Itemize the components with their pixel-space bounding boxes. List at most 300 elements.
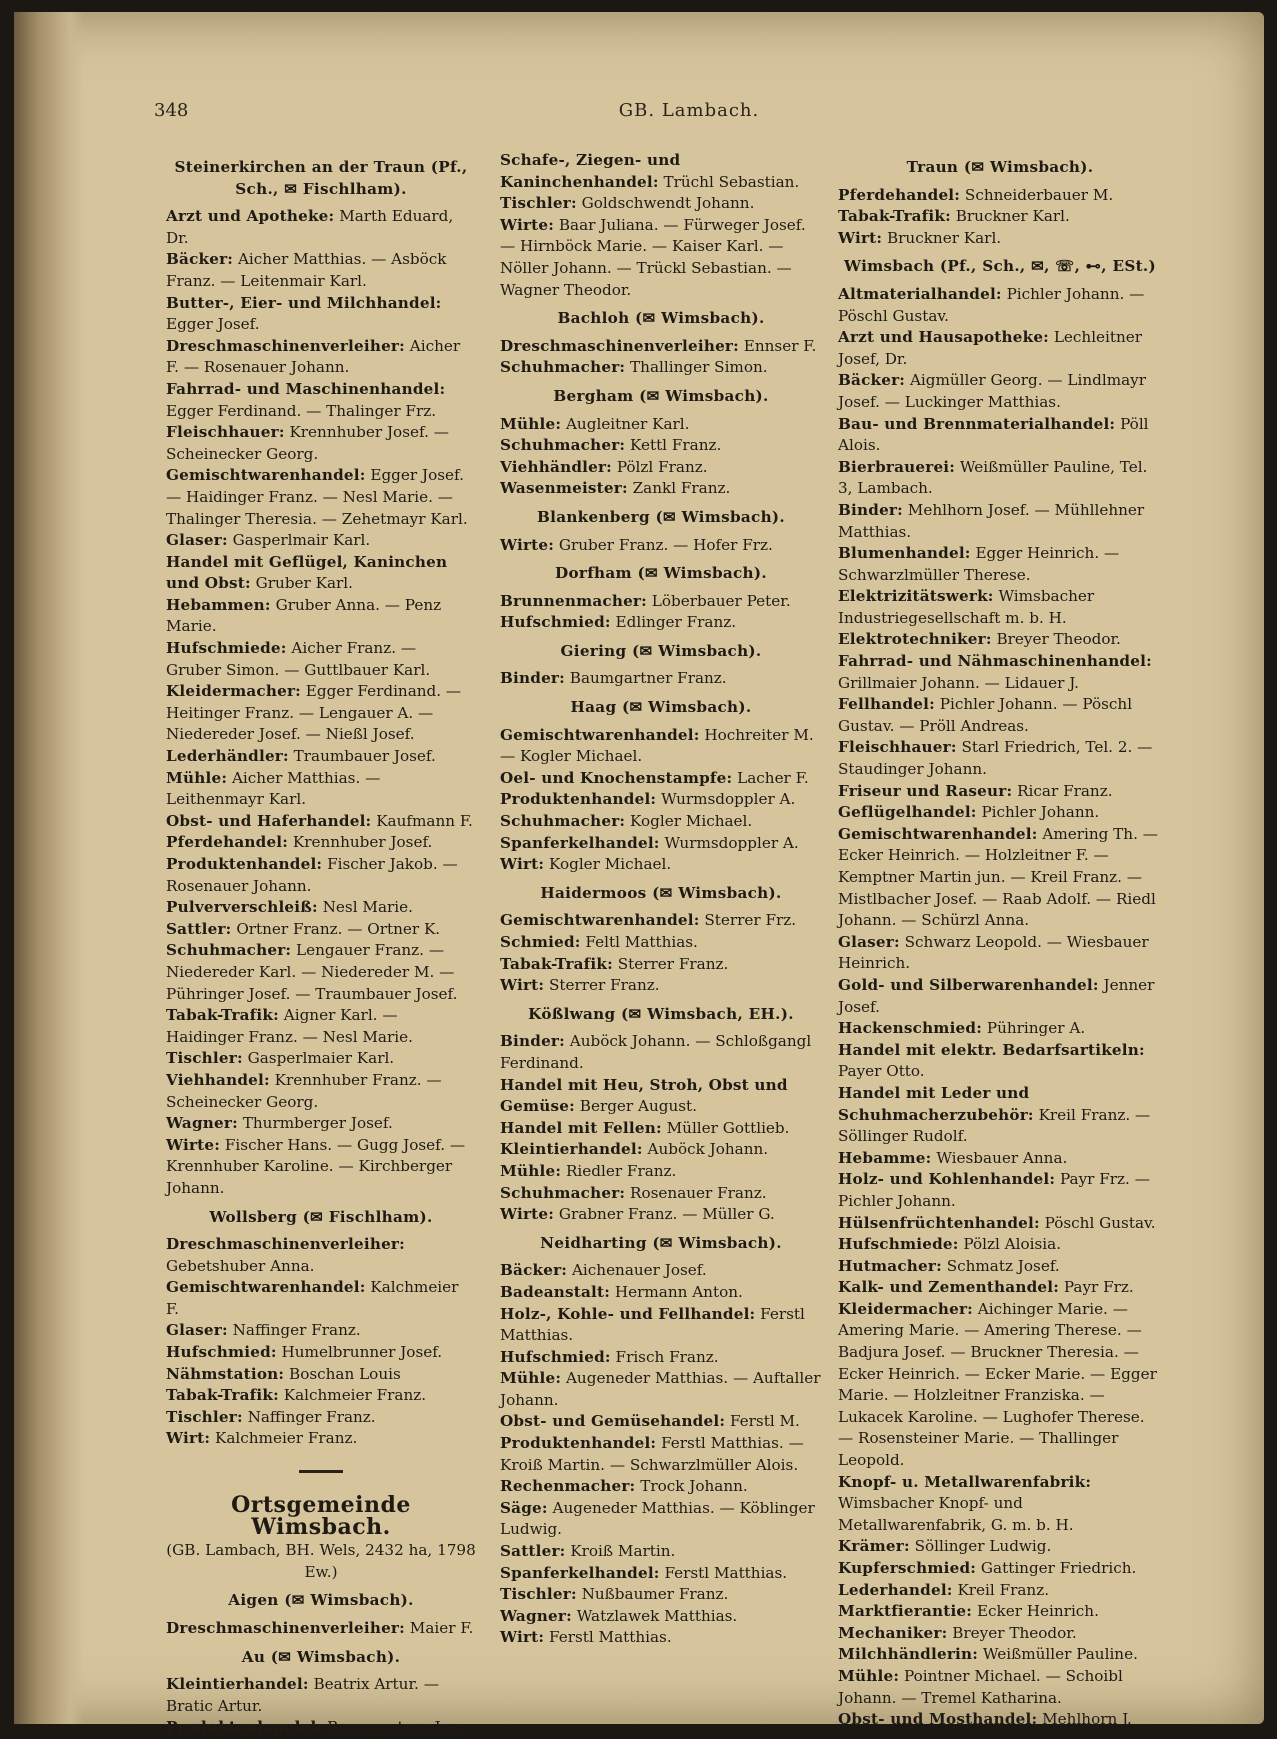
entry-names: Söllinger Ludwig. xyxy=(914,1537,1052,1556)
trade-label: Produktenhandel: xyxy=(166,1718,323,1737)
directory-entry xyxy=(166,681,476,746)
directory-entry xyxy=(166,919,476,941)
directory-entry xyxy=(500,1139,822,1161)
entry-names: Baumgartner Jos. xyxy=(327,1718,463,1737)
trade-label: Handel mit Heu, Stroh, Obst und Gemüse: xyxy=(500,1075,788,1116)
trade-label: Kleidermacher: xyxy=(166,682,301,701)
trade-label: Mechaniker: xyxy=(838,1623,948,1642)
trade-label: Sattler: xyxy=(166,919,232,938)
trade-label: Mühle: xyxy=(500,414,562,433)
directory-entry xyxy=(500,1031,822,1074)
entry-names: Wimsbacher Industriegesellschaft m. b. H. xyxy=(838,587,1095,627)
trade-label: Pulververschleiß: xyxy=(166,898,318,917)
directory-entry xyxy=(166,940,476,1005)
entry-names: Nußbaumer Franz. xyxy=(581,1585,729,1604)
trade-label: Wirt: xyxy=(500,855,545,874)
entry-names: Pölzl Franz. xyxy=(616,457,708,476)
directory-entry xyxy=(500,1204,822,1226)
entry-names: Ferstl Matthias. — Kroiß Martin. — Schwarzlmüller Alois. xyxy=(500,1434,804,1474)
directory-entry xyxy=(500,854,822,876)
entry-names: Bruckner Karl. xyxy=(955,207,1070,226)
entry-names: Edlinger Franz. xyxy=(615,613,737,632)
directory-entry xyxy=(838,1580,1162,1602)
trade-label: Bäcker: xyxy=(166,250,234,269)
trade-label: Tischler: xyxy=(166,1049,243,1068)
directory-entry xyxy=(500,1541,822,1563)
directory-entry xyxy=(500,1411,822,1433)
directory-entry xyxy=(500,1118,822,1140)
trade-label: Tabak-Trafik: xyxy=(500,954,613,973)
directory-entry xyxy=(166,293,476,336)
directory-entry xyxy=(838,457,1162,500)
trade-label: Glaser: xyxy=(166,531,228,550)
directory-entry xyxy=(500,833,822,855)
entry-names: Aicher Matthias. — Leithenmayr Karl. xyxy=(166,768,381,809)
directory-entry xyxy=(838,932,1162,975)
book-page xyxy=(14,12,1264,1737)
place-heading: Steinerkirchen an der Traun (Pf., Sch., ✉ Fischlham). xyxy=(174,158,468,198)
entry-names: Kreil Franz. xyxy=(957,1580,1050,1599)
directory-entry xyxy=(838,543,1162,586)
trade-label: Geflügelhandel: xyxy=(838,803,977,822)
entry-names: Gruber Karl. xyxy=(255,574,353,593)
entry-names: Auböck Johann. xyxy=(647,1140,769,1159)
directory-entry xyxy=(838,185,1162,207)
entry-names: Humelbrunner Josef. xyxy=(281,1343,443,1362)
trade-label: Hufschmiede: xyxy=(838,1235,959,1254)
entry-names: Rosenauer Franz. xyxy=(630,1183,767,1202)
trade-label: Tischler: xyxy=(500,194,577,213)
directory-entry xyxy=(838,327,1162,370)
trade-label: Wirt: xyxy=(166,1429,211,1448)
trade-label: Obst- und Gemüsehandel: xyxy=(500,1412,726,1431)
trade-label: Handel mit Geflügel, Kaninchen und Obst: xyxy=(166,552,448,593)
entry-names: Pichler Johann. — Pöschl Gustav. xyxy=(838,284,1145,325)
trade-label: Binder: xyxy=(500,1032,565,1051)
trade-label: Fleischhauer: xyxy=(838,738,957,757)
trade-label: Spanferkelhandel: xyxy=(500,833,660,852)
trade-label: Sattler: xyxy=(500,1542,566,1561)
entry-names: Egger Josef. xyxy=(166,315,260,334)
entry-names: Nesl Marie. xyxy=(322,898,413,917)
directory-entry xyxy=(166,1320,476,1342)
entry-names: Ennser F. xyxy=(743,336,817,355)
trade-label: Bau- und Brennmaterialhandel: xyxy=(838,414,1116,433)
trade-label: Kupferschmied: xyxy=(838,1559,977,1577)
entry-names: Hochreiter M. — Kogler Michael. xyxy=(500,725,814,766)
entry-names: Augeneder Matthias. — Köblinger Ludwig. xyxy=(500,1498,815,1539)
entry-names: Mehlhorn J. xyxy=(1042,1710,1132,1729)
trade-label: Gemischtwarenhandel: xyxy=(500,911,700,930)
trade-label: Schuhmacher: xyxy=(500,358,626,377)
directory-entry xyxy=(838,781,1162,803)
entry-names: Augleitner Karl. xyxy=(565,414,690,433)
directory-entry xyxy=(500,1075,822,1118)
trade-label: Arzt und Hausapotheke: xyxy=(838,328,1049,347)
trade-label: Gemischtwarenhandel: xyxy=(166,466,366,485)
directory-entry xyxy=(500,215,822,301)
entry-names: Jenner Josef. xyxy=(838,975,1155,1016)
trade-label: Elektrotechniker: xyxy=(838,630,992,649)
entry-names: Egger Heinrich. — Schwarzlmüller Therese. xyxy=(838,544,1120,584)
entry-names: Goldschwendt Johann. xyxy=(581,194,755,213)
entry-names: Beatrix Artur. — Bratic Artur. xyxy=(166,1675,439,1715)
entry-names: Payr Frz. — Pichler Johann. xyxy=(838,1170,1150,1210)
directory-entry xyxy=(500,1476,822,1498)
trade-label: Handel mit elektr. Bedarfsartikeln: xyxy=(838,1040,1145,1059)
trade-label: Wirte: xyxy=(500,1205,555,1224)
entry-names: Gattinger Friedrich. xyxy=(980,1559,1137,1577)
directory-entry xyxy=(838,1018,1162,1040)
directory-entry xyxy=(166,379,476,422)
directory-entry xyxy=(166,1407,476,1429)
directory-entry xyxy=(838,1256,1162,1278)
entry-names: Payr Frz. xyxy=(1063,1278,1134,1297)
entry-names: Weißmüller Pauline. xyxy=(982,1645,1138,1664)
directory-entry xyxy=(838,1666,1162,1709)
directory-entry xyxy=(838,1213,1162,1235)
trade-label: Kleidermacher: xyxy=(838,1299,973,1318)
trade-label: Wirt: xyxy=(500,976,545,995)
entry-names: Aigner Karl. — Haidinger Franz. — Nesl Marie. xyxy=(166,1006,413,1046)
trade-label: Brunnenmacher: xyxy=(500,591,647,610)
trade-label: Handel mit Leder und Schuhmacherzubehör: xyxy=(838,1083,1034,1124)
entry-names: Sterrer Franz. xyxy=(549,976,660,995)
directory-entry xyxy=(166,1717,476,1739)
entry-names: Ortner Franz. — Ortner K. xyxy=(236,919,441,938)
directory-entry xyxy=(500,975,822,997)
directory-entry xyxy=(166,854,476,897)
trade-label: Pferdehandel: xyxy=(166,833,289,852)
entry-names: Kalchmeier Franz. xyxy=(283,1386,427,1405)
entry-names: Aicher F. — Rosenauer Johann. xyxy=(166,336,461,377)
entry-names: Aicher Franz. — Gruber Simon. — Guttlbauer Karl. xyxy=(166,639,431,679)
trade-label: Kleintierhandel: xyxy=(166,1675,309,1694)
trade-label: Fleischhauer: xyxy=(166,423,285,442)
entry-names: Augeneder Matthias. — Auftaller Johann. xyxy=(500,1369,821,1409)
trade-label: Schuhmacher: xyxy=(500,1183,626,1202)
directory-entry xyxy=(500,1260,822,1282)
entry-names: Kaufmann F. xyxy=(376,811,473,830)
directory-entry xyxy=(838,1083,1162,1148)
trade-label: Mühle: xyxy=(838,1666,900,1685)
trade-label: Dreschmaschinenverleiher: xyxy=(166,1619,405,1637)
trade-label: Bäcker: xyxy=(500,1261,568,1280)
directory-entry xyxy=(500,768,822,790)
directory-entry xyxy=(838,1234,1162,1256)
directory-entry xyxy=(500,789,822,811)
directory-entry xyxy=(166,595,476,638)
entry-names: Riedler Franz. xyxy=(565,1161,677,1180)
directory-entry xyxy=(166,552,476,595)
trade-label: Kleintierhandel: xyxy=(500,1140,643,1159)
trade-label: Hülsenfrüchtenhandel: xyxy=(838,1213,1040,1232)
directory-entry xyxy=(166,1277,476,1320)
entry-names: Thurmberger Josef. xyxy=(242,1114,393,1133)
trade-label: Wirt: xyxy=(838,228,883,247)
directory-entry xyxy=(166,1428,476,1450)
directory-entry xyxy=(166,897,476,919)
place-heading: Dorfham (✉ Wimsbach). xyxy=(555,564,767,583)
trade-label: Rechenmacher: xyxy=(500,1477,636,1496)
trade-label: Wirte: xyxy=(500,215,555,234)
directory-entry xyxy=(838,1277,1162,1299)
trade-label: Schuhmacher: xyxy=(166,941,292,960)
trade-label: Holz-, Kohle- und Fellhandel: xyxy=(500,1304,756,1323)
entry-names: Schmatz Josef. xyxy=(946,1256,1060,1275)
trade-label: Lederhandel: xyxy=(838,1580,953,1599)
entry-names: Berger August. xyxy=(579,1097,697,1116)
directory-entry xyxy=(838,586,1162,629)
directory-entry xyxy=(838,1040,1162,1083)
entry-names: Ferstl Matthias. xyxy=(500,1304,805,1345)
trade-label: Glaser: xyxy=(838,932,900,951)
directory-entry xyxy=(166,638,476,681)
place-heading: Wollsberg (✉ Fischlham). xyxy=(209,1207,433,1226)
directory-entry xyxy=(500,1498,822,1541)
directory-entry xyxy=(166,746,476,768)
trade-label: Mühle: xyxy=(500,1161,562,1180)
directory-entry xyxy=(838,1709,1162,1731)
directory-entry xyxy=(500,1433,822,1476)
trade-label: Dreschmaschinenverleiher: xyxy=(166,1235,405,1254)
trade-label: Holz- und Kohlenhandel: xyxy=(838,1170,1056,1189)
community-title: Ortsgemeinde Wimsbach. xyxy=(231,1492,411,1540)
directory-entry xyxy=(500,932,822,954)
directory-entry xyxy=(166,422,476,465)
trade-label: Elektrizitätswerk: xyxy=(838,587,994,606)
directory-entry xyxy=(838,1169,1162,1212)
entry-names: Müller Gottlieb. xyxy=(666,1118,790,1137)
trade-label: Hackenschmied: xyxy=(838,1019,983,1038)
trade-label: Glaser: xyxy=(166,1321,228,1340)
trade-label: Schmied: xyxy=(500,933,581,951)
trade-label: Oel- und Knochenstampfe: xyxy=(500,768,733,787)
trade-label: Tabak-Trafik: xyxy=(838,207,951,226)
trade-label: Hutmacher: xyxy=(838,1256,942,1275)
directory-entry xyxy=(838,1472,1162,1537)
entry-names: Pointner Michael. — Schoibl Johann. — Tremel Katharina. xyxy=(838,1666,1123,1707)
directory-entry xyxy=(166,768,476,811)
directory-entry xyxy=(838,1644,1162,1666)
directory-entry xyxy=(500,535,822,557)
directory-entry xyxy=(500,954,822,976)
entry-names: Sterrer Franz. xyxy=(617,954,729,973)
entry-names: Löberbauer Peter. xyxy=(651,591,791,610)
entry-names: Pöll Alois. xyxy=(838,414,1149,455)
directory-entry xyxy=(500,150,822,193)
entry-names: Wimsbacher Knopf- und Metallwarenfabrik, G. m. b. H. xyxy=(838,1494,1074,1534)
trade-label: Blumenhandel: xyxy=(838,544,971,563)
trade-label: Hufschmied: xyxy=(500,613,611,632)
place-heading: Traun (✉ Wimsbach). xyxy=(906,158,1094,176)
directory-entry xyxy=(500,811,822,833)
trade-label: Milchhändlerin: xyxy=(838,1645,979,1664)
entry-names: Krennhuber Josef. xyxy=(292,833,433,852)
entry-names: Fischer Hans. — Gugg Josef. — Krennhuber Karoline. — Kirchberger Johann. xyxy=(166,1135,466,1197)
place-heading: Haidermoos (✉ Wimsbach). xyxy=(540,883,782,902)
trade-label: Marktfierantie: xyxy=(838,1602,973,1621)
directory-entry xyxy=(166,1005,476,1048)
trade-label: Viehhandel: xyxy=(166,1070,270,1089)
column-3 xyxy=(838,150,1162,1731)
trade-label: Gemischtwarenhandel: xyxy=(838,824,1038,843)
directory-entry xyxy=(838,206,1162,228)
directory-entry xyxy=(166,1674,476,1717)
trade-label: Säge: xyxy=(500,1498,548,1517)
place-heading: Bachloh (✉ Wimsbach). xyxy=(557,309,765,328)
entry-names: Naffinger Franz. xyxy=(232,1321,361,1340)
trade-label: Fahrrad- und Nähmaschinenhandel: xyxy=(838,652,1152,671)
directory-entry xyxy=(838,500,1162,543)
entry-names: Gebetshuber Anna. xyxy=(166,1256,315,1275)
entry-names: Egger Ferdinand. — Thalinger Frz. xyxy=(166,401,437,420)
entry-names: Pölzl Aloisia. xyxy=(963,1235,1062,1254)
entry-names: Amering Th. — Ecker Heinrich. — Holzleitner F. — Kemptner Martin jun. — Kreil Franz. — Mistlbacher Josef. — Raab Adolf. — Riedl Johann. — Schürzl Anna. xyxy=(838,824,1158,930)
page-number: 348 xyxy=(154,100,189,121)
trade-label: Krämer: xyxy=(838,1537,910,1556)
directory-entry xyxy=(838,694,1162,737)
trade-label: Wirt: xyxy=(500,1628,545,1647)
trade-label: Schuhmacher: xyxy=(500,812,626,831)
trade-label: Badeanstalt: xyxy=(500,1282,611,1301)
place-heading: Au (✉ Wimsbach). xyxy=(241,1647,401,1666)
entry-names: Breyer Theodor. xyxy=(996,630,1121,649)
entry-names: Kroiß Martin. xyxy=(570,1542,676,1561)
community-info: (GB. Lambach, BH. Wels, 2432 ha, 1798 Ew.) xyxy=(166,1541,476,1581)
entry-names: Lechleitner Josef, Dr. xyxy=(838,328,1143,368)
entry-names: Auböck Johann. — Schloßgangl Ferdinand. xyxy=(500,1032,812,1072)
trade-label: Wagner: xyxy=(166,1114,238,1133)
entry-names: Wurmsdoppler A. xyxy=(664,833,799,852)
entry-names: Ricar Franz. xyxy=(1017,781,1113,800)
entry-names: Kalchmeier F. xyxy=(166,1278,459,1318)
trade-label: Schafe-, Ziegen- und Kaninchenhandel: xyxy=(500,151,681,191)
entry-names: Ferstl Matthias. xyxy=(549,1628,672,1647)
trade-label: Kalk- und Zementhandel: xyxy=(838,1278,1060,1297)
entry-names: Sterrer Frz. xyxy=(704,911,797,930)
entry-names: Watzlawek Matthias. xyxy=(576,1606,738,1625)
place-heading: Aigen (✉ Wimsbach). xyxy=(228,1591,414,1610)
directory-entry xyxy=(500,1183,822,1205)
entry-names: Gasperlmaier Karl. xyxy=(247,1049,395,1068)
trade-label: Bierbrauerei: xyxy=(838,457,956,476)
directory-entry xyxy=(166,1364,476,1386)
entry-names: Marth Eduard, Dr. xyxy=(166,207,454,247)
directory-entry xyxy=(166,1070,476,1113)
entry-names: Frisch Franz. xyxy=(615,1347,719,1366)
entry-names: Kogler Michael. xyxy=(630,812,753,831)
trade-label: Tabak-Trafik: xyxy=(166,1386,279,1405)
entry-names: Gruber Anna. — Penz Marie. xyxy=(166,595,442,636)
directory-entry xyxy=(500,457,822,479)
directory-entry xyxy=(500,1304,822,1347)
directory-entry xyxy=(500,1368,822,1411)
directory-entry xyxy=(500,1606,822,1628)
trade-label: Produktenhandel: xyxy=(166,855,323,873)
entry-names: Schwarz Leopold. — Wiesbauer Heinrich. xyxy=(838,932,1149,973)
directory-entry xyxy=(838,651,1162,694)
entry-names: Grabner Franz. — Müller G. xyxy=(558,1205,775,1224)
trade-label: Handel mit Fellen: xyxy=(500,1118,662,1137)
directory-entry xyxy=(838,370,1162,413)
entry-names: Gruber Franz. — Hofer Frz. xyxy=(558,535,773,554)
directory-entry xyxy=(838,629,1162,651)
directory-entry xyxy=(500,1563,822,1585)
directory-entry xyxy=(166,1135,476,1200)
trade-label: Binder: xyxy=(838,500,903,519)
directory-entry xyxy=(500,725,822,768)
entry-names: Schneiderbauer M. xyxy=(964,185,1114,204)
trade-label: Tischler: xyxy=(166,1407,243,1426)
trade-label: Nähmstation: xyxy=(166,1364,285,1383)
entry-names: Fischer Jakob. — Rosenauer Johann. xyxy=(166,855,458,895)
directory-entry xyxy=(500,1161,822,1183)
place-heading: Blankenberg (✉ Wimsbach). xyxy=(536,507,785,526)
entry-names: Mehlhorn Josef. — Mühllehner Matthias. xyxy=(838,500,1145,541)
entry-names: Maier F. xyxy=(409,1619,474,1637)
entry-names: Traumbauer Josef. xyxy=(293,747,436,766)
entry-names: Kettl Franz. xyxy=(630,436,722,455)
directory-entry xyxy=(838,1623,1162,1645)
entry-names: Kreil Franz. — Söllinger Rudolf. xyxy=(838,1105,1151,1146)
directory-entry xyxy=(500,1347,822,1369)
entry-names: Pichler Johann. — Pöschl Gustav. — Pröll Andreas. xyxy=(838,695,1133,735)
trade-label: Hufschmied: xyxy=(166,1343,277,1362)
entry-names: Boschan Louis xyxy=(289,1364,401,1383)
trade-label: Produktenhandel: xyxy=(500,790,657,809)
entry-names: Lacher F. xyxy=(737,768,809,787)
entry-names: Krennhuber Josef. — Scheinecker Georg. xyxy=(166,423,449,463)
trade-label: Mühle: xyxy=(500,1369,562,1388)
trade-label: Hufschmied: xyxy=(500,1347,611,1366)
trade-label: Wirte: xyxy=(500,535,555,554)
entry-names: Trock Johann. xyxy=(640,1477,748,1496)
directory-entry xyxy=(500,478,822,500)
directory-entry xyxy=(500,357,822,379)
directory-entry xyxy=(838,1536,1162,1558)
trade-label: Dreschmaschinenverleiher: xyxy=(500,336,739,355)
directory-entry xyxy=(500,1584,822,1606)
trade-label: Obst- und Mosthandel: xyxy=(838,1710,1038,1729)
entry-names: Gasperlmair Karl. xyxy=(232,531,371,550)
trade-label: Dreschmaschinenverleiher: xyxy=(166,336,405,355)
directory-entry xyxy=(166,336,476,379)
trade-label: Schuhmacher: xyxy=(500,436,626,455)
directory-entry xyxy=(166,530,476,552)
page-header xyxy=(154,100,1224,130)
entry-names: Pöschl Gustav. xyxy=(1044,1213,1156,1232)
directory-entry xyxy=(838,1299,1162,1472)
entry-names: Zankl Franz. xyxy=(632,479,731,498)
trade-label: Arzt und Apotheke: xyxy=(166,207,335,226)
trade-label: Bäcker: xyxy=(838,371,906,390)
running-head: GB. Lambach. xyxy=(618,100,760,121)
entry-names: Wurmsdoppler A. xyxy=(661,790,796,809)
place-heading: Haag (✉ Wimsbach). xyxy=(570,698,752,717)
directory-entry xyxy=(500,435,822,457)
trade-label: Butter-, Eier- und Milchhandel: xyxy=(166,293,442,312)
entry-names: Egger Ferdinand. — Heitinger Franz. — Lengauer A. — Niedereder Josef. — Nießl Josef. xyxy=(166,682,462,744)
directory-entry xyxy=(166,1342,476,1364)
trade-label: Tischler: xyxy=(500,1585,577,1604)
trade-label: Friseur und Raseur: xyxy=(838,781,1013,800)
directory-entry xyxy=(500,336,822,358)
place-heading: Wimsbach (Pf., Sch., ✉, ☏, ⊷, ESt.) xyxy=(844,257,1156,276)
trade-label: Pferdehandel: xyxy=(838,185,961,204)
directory-entry xyxy=(500,414,822,436)
trade-label: Binder: xyxy=(500,669,565,688)
